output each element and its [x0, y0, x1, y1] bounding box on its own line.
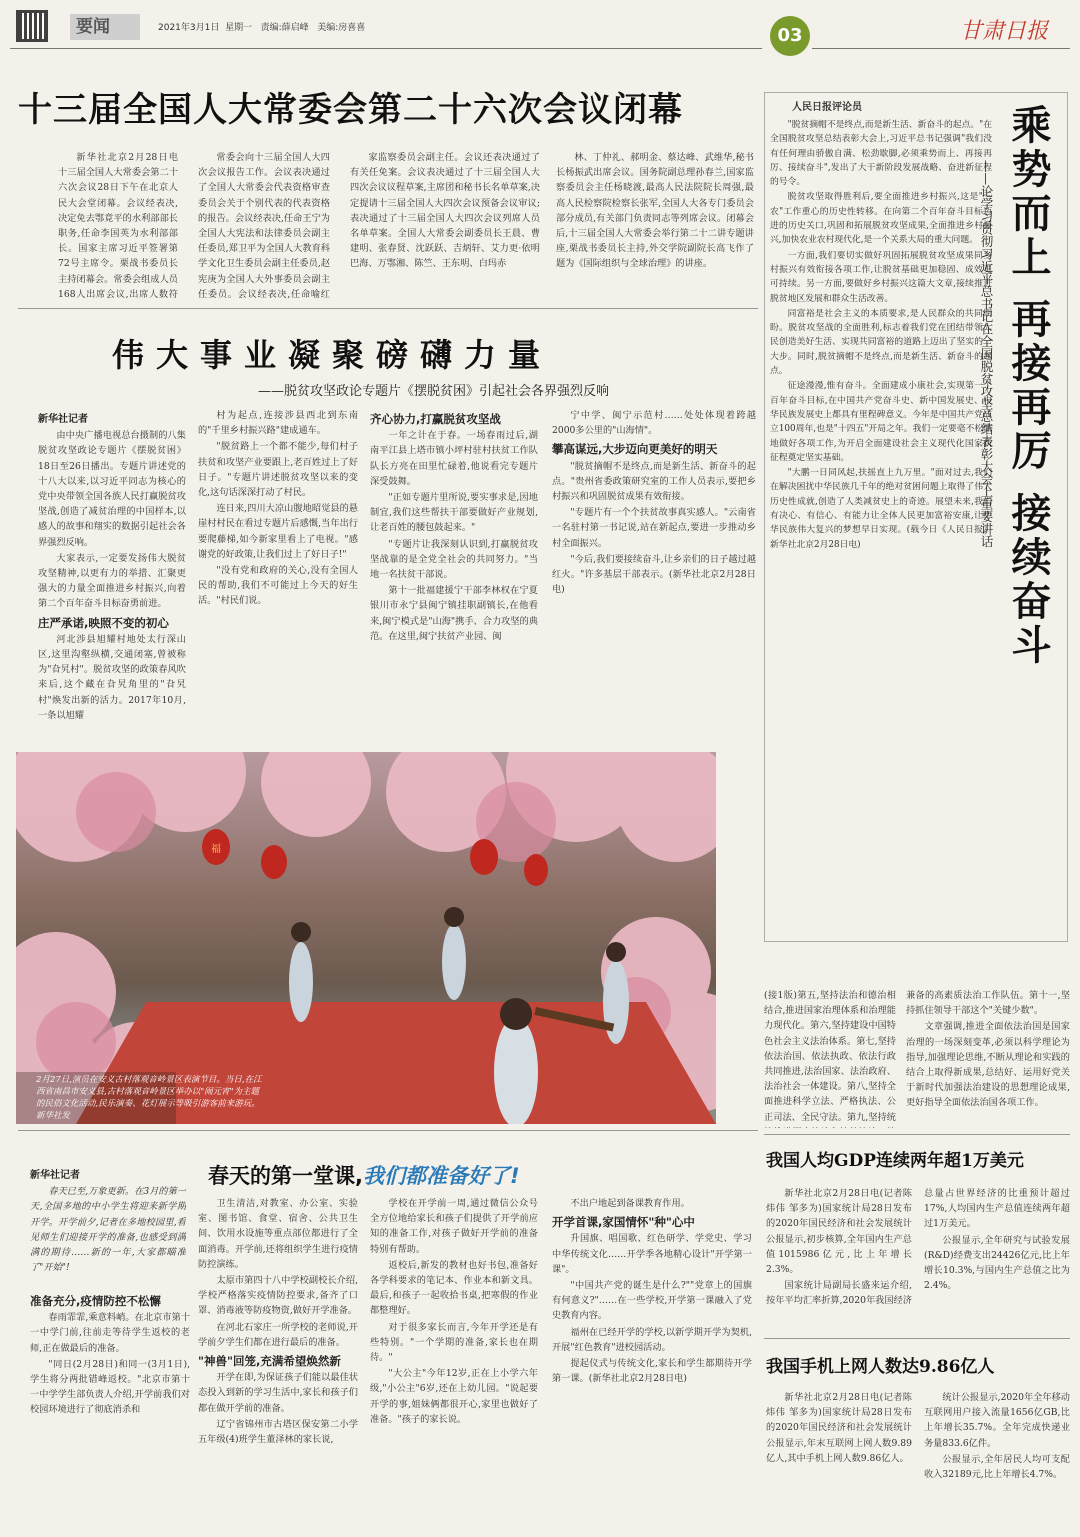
photo-credit: 新华社发 [36, 1111, 71, 1121]
page-header [0, 0, 1080, 56]
article3-subsection-3: 开学首课,家国情怀"种"心中 [552, 1215, 695, 1230]
section-title: 要闻 [76, 17, 110, 37]
article3-subsection-2: "神兽"回笼,充满希望焕然新 [198, 1354, 341, 1369]
article2-col-1: 新华社记者 由中央广播电视总台摄制的八集脱贫攻坚政论专题片《摆脱贫困》18日至26日播出。专题片讲述党的十八大以来,以习近平同志为核心的党中央带领全国各族人民打赢脱贫攻坚战,创造了减贫治理的中国样本,以感人的故事和翔实的数据引起社会各界强烈反响。 大家表示,一定要发扬伟大脱贫攻坚精神,以更有力的举措、汇聚更强大的力量全面推进乡村振兴,向着第二个百年奋斗目标奋勇前进。 庄严承诺,映照不变的初心 河北涉县旭耀村地处太行深山区,这里沟壑纵横,交通闭塞,曾被称为"旮旯村"。脱贫攻坚的政策春风吹来后,这个藏在旮旯角里的"旮旯村"焕发出新的活力。2017年10月,一条以旭耀 [38, 414, 186, 721]
commentary-subtitle: ——论学习贯彻习近平总书记在全国脱贫攻坚总结表彰大会上重要讲话 [979, 160, 994, 548]
article2-col-3: 齐心协力,打赢脱贫攻坚战 一年之计在于春。一场春雨过后,湖南平江县上塔市镇小坪村驻村扶贫工作队队长方亮在田里忙碌着,他说看完专题片深受鼓舞。 "正如专题片里所说,要实事求是,因地制宜,我们这些帮扶干部要做好产业规划,让老百姓的腰包鼓起来。" "专题片让我深刻认识到,打赢脱贫攻坚战靠的是全党全社会的共同努力。"当地一名扶贫干部说。 第十一批福建援宁干部李林权在宁夏银川市永宁县闽宁镇挂职副镇长,在他看来,闽宁模式是"山海"携手、合力攻坚的典范。在这里,闽宁扶贫产业园、闽 [370, 412, 538, 642]
article1-col-2: 常委会向十三届全国人大四次会议报告工作。会议表决通过了全国人大常委会代表资格审查委员会关于个别代表的代表资格的报告。会议经表决,任命王宁为全国人大宪法和法律委员会副主任委员,郑卫平为全国人大教育科学文化卫生委员会副主任委员,赵宪庚为全国人大外事委员会副主任委员。会议经表决,任命喻红 [198, 152, 330, 300]
divider [764, 1338, 1070, 1339]
article2-col-2: 村为起点,连接涉县西北到东南的"千里乡村振兴路"建成通车。 "脱贫路上一个都不能少,每们村子扶贫和攻坚产业要跟上,老百姓过上了好日子。"专题片讲述脱贫攻坚以来的变化,这句话深深打动了村民。 连日来,四川大凉山腹地昭觉县的悬崖村村民在看过专题片后感慨,当年出行要爬藤梯,如今新家里看上了电视。"感谢党的好政策,让我们过上了好日子!" "没有党和政府的关心,没有全国人民的帮助,我们不可能过上今天的好生活。"村民们说。 [198, 410, 358, 607]
header-rule [10, 48, 762, 49]
article1-col-4: 林、丁仲礼、郝明金、蔡达峰、武维华,秘书长杨振武出席会议。国务院副总理孙春兰,国家监察委员会主任杨晓渡,最高人民法院院长周强,最高人民检察院检察长张军,全国人大各专门委员会部分成员,有关部门负责同志等列席会议。闭幕会后,十三届全国人大常委会举行第二十二讲专题讲座,栗战书委员长主持,外交学院副院长高飞作了题为《国际组织与全球治理》的讲座。 [556, 152, 754, 270]
qr-code[interactable] [16, 10, 48, 42]
article3-col-4: 不出户地起到备课教育作用。 开学首课,家国情怀"种"心中 升国旗、唱国歌、红色研学、学党史、学习中华传统文化……开学季各地精心设计"开学第一课"。 "中国共产党的诞生是什么?""党章上的国旗有何意义?"……在一些学校,开学第一课融入了党史教育内容。 福州在已经开学的学校,以新学期开学为契机,开展"红色教育"进校园活动。 提起仪式与传统文化,家长和学生都期待开学第一课。(新华社北京2月28日电) [552, 1198, 752, 1385]
article2-subsection-2: 齐心协力,打赢脱贫攻坚战 [370, 412, 501, 426]
article2-subhead: ——脱贫攻坚政论专题片《摆脱贫困》引起社会各界强烈反响 [258, 384, 610, 399]
article3-col-2: 卫生清洁,对教室、办公室、实验室、图书馆、食堂、宿舍、公共卫生间、饮用水设施等重点部位都进行了全面消毒。开学前,还将组织学生进行疫情防控演练。 太原市第四十八中学校副校长介绍,学校严格落实疫情防控要求,备齐了口罩、消毒液等防疫物资,做好开学准备。 在河北石家庄一所学校的老师说,开学前夕学生们都在进行最后的准备。 "神兽"回笼,充满希望焕然新 开学在即,为保证孩子们能以最佳状态投入到新的学习生活中,家长和孩子们都在做开学前的准备。 辽宁省锦州市古塔区保安第二小学五年级(4)班学生董泽林的家长说, [198, 1198, 358, 1446]
article3-byline: 新华社记者 [30, 1170, 80, 1181]
article3-subsection-1: 准备充分,疫情防控不松懈 [30, 1294, 161, 1308]
article2-subsection-3: 攀高谋远,大步迈向更美好的明天 [552, 442, 718, 457]
continuation-col-2: 兼备的高素质法治工作队伍。第十一,坚持抓住领导干部这个"关键少数"。 文章强调,推进全面依法治国是国家治理的一场深刻变革,必须以科学理论为指导,加强理论思维,不断从理论和实践的结合上取得新成果,总结好、运用好党关于新时代加强法治建设的思想理论成果,更好指导全面依法治国各项工作。 [906, 990, 1070, 1109]
article1-col-1: 新华社北京2月28日电 十三届全国人大常委会第二十六次会议28日下午在北京人民大会堂闭幕。会议经表决,决定免去鄂竟平的水利部部长职务,任命李国英为水利部部长。国家主席习近平签署第72号主席令。栗战书委员长主持闭幕会。常委会组成人员168人出席会议,出席人数符 [58, 152, 178, 300]
lantern-character: 福 [211, 844, 221, 855]
article2-headline: 伟大事业凝聚磅礴力量 [112, 336, 553, 374]
masthead-logo: 甘肃日报 [960, 19, 1049, 44]
article3-headline [208, 1160, 520, 1190]
article3-headline-a: 春天的第一堂课, [208, 1164, 363, 1188]
article3-col-1: 准备充分,疫情防控不松懈 春雨霏霏,乘意料峭。在北京市第十一中学门前,往前走等待学生返校的老师,正在做最后的准备。 "同日(2月28日)和同一(3月1日),学生将分两批错峰返校。"北京市第十一中学学生部负责人介绍,开学前我们对校园环境进行了彻底消杀和 [30, 1294, 190, 1416]
article2-col-4: 宁中学、闽宁示范村……处处体现着跨越2000多公里的"山海情"。 攀高谋远,大步迈向更美好的明天 "脱贫摘帽不是终点,而是新生活、新奋斗的起点。"贵州省委政策研究室的工作人员表示,要把乡村振兴和巩固脱贫成果有效衔接。 "专题片有一个个扶贫故事真实感人。"云南省一名驻村第一书记说,站在新起点,要进一步推动乡村全面振兴。 "今后,我们要接续奋斗,让乡亲们的日子越过越红火。"许多基层干部表示。(新华社北京2月28日电) [552, 410, 756, 596]
brief2-body: 新华社北京2月28日电(记者陈炜伟 邹多为)国家统计局28日发布的2020年国民经济和社会发展统计公报显示,年末互联网上网人数9.89亿人,其中手机上网人数9.86亿人。 统计公报显示,2020年全年移动互联网用户接入流量1656亿GB,比上年增长35.7%。全年完成快递业务量833.6亿件。 公报显示,全年居民人均可支配收入32189元,比上年增长4.7%。 [766, 1392, 1070, 1481]
header-rule-right [812, 48, 1070, 49]
issue-meta: 2021年3月1日 星期一 责编:薛启峰 美编:房喜喜 [158, 23, 366, 33]
continuation-col-1: (接1版)第五,坚持法治和德治相结合,推进国家治理体系和治理能力现代化。第六,坚持建设中国特色社会主义法治体系。第七,坚持依法治国、依法执政、依法行政共同推进,法治国家、法治政府、法治社会一体建设。第八,坚持全面推进科学立法、严格执法、公正司法、全民守法。第九,坚持统 [764, 990, 896, 1123]
divider [18, 308, 758, 309]
article2-byline: 新华社记者 [38, 414, 88, 425]
divider [764, 1134, 1070, 1135]
article1-col-3: 家监察委员会副主任。会议还表决通过了有关任免案。会议表决通过了十三届全国人大四次会议议程草案,主席团和秘书长名单草案,决定提请十三届全国人大四次会议预备会议审议;表决通过了十三届全国人大四次会议列席人员名单草案。全国人大常委会副委员长王晨、曹建明、张春贤、沈跃跃、吉炳轩、艾力更·依明巴海、万鄂湘、陈竺、王东明、白玛赤 [350, 152, 540, 270]
page-number: 03 [777, 25, 803, 46]
article2-subsection-1: 庄严承诺,映照不变的初心 [38, 615, 169, 630]
commentary-author: 人民日报评论员 [792, 102, 862, 113]
article3-headline-b: 我们都准备好了! [362, 1164, 520, 1188]
divider [18, 1130, 758, 1131]
article1-headline: 十三届全国人大常委会第二十六次会议闭幕 [18, 90, 683, 130]
brief1-body: 新华社北京2月28日电(记者陈炜伟 邹多为)国家统计局28日发布的2020年国民经济和社会发展统计公报显示,初步核算,全年国内生产总值1015986亿元,比上年增长2.3%。 国家统计局副局长盛来运介绍,按年平均汇率折算,2020年我国经济总量占世界经济的比重预计超过17%,人均国内生产总值连续两年超过1万美元。 公报显示,全年研究与试验发展(R&D)经费支出24426亿元,比上年增长10.3%,与国内生产总值之比为2.4%。 [766, 1188, 1070, 1307]
article3-col-3: 学校在开学前一周,通过微信公众号全方位地给家长和孩子们提供了开学前应知的准备工作,对孩子做好开学前的准备特别有帮助。 返校后,新发的教材也好书包,准备好各学科要求的笔记本、作业本和新文具。最后,和孩子一起收拾书桌,把寒假的作业都整理好。 对于很多家长而言,今年开学还是有些特别。"一个学期的准备,家长也在期待。" "大公主"今年12岁,正在上小学六年级,"小公主"6岁,还在上幼儿园。"说起要开学的事,姐妹俩都很开心,家里也做好了准备。"孩子的家长说。 [370, 1198, 538, 1425]
photo-scene [16, 752, 716, 1124]
commentary-body: "脱贫摘帽不是终点,而是新生活、新奋斗的起点。"在全国脱贫攻坚总结表彰大会上,习近平总书记强调"我们没有任何理由骄傲自满、松劲歇脚,必须乘势而上、再接再厉、接续奋斗",发出了大干新阶段发展战略、奋进新征程的号令。 脱贫攻坚取得胜利后,要全面推进乡村振兴,这是"三农"工作重心的历史性转移。在向第二个百年奋斗目标迈进的历史关口,巩固和拓展脱贫攻坚成果,全面推进乡村振兴,加快农业农村现代化,是一个关系大局的重大问题。 一方面,我们要切实做好巩固拓展脱贫攻坚成果同乡村振兴有效衔接各项工作,让脱贫基础更加稳固、成效更可持续。另一方面,要做好乡村振兴这篇大文章,接续推进脱贫地区发展和群众生活改善。 同富裕是社会主义的本质要求,是人民群众的共同期盼。脱贫攻坚战的全面胜利,标志着我们党在团结带领人民创造美好生活、实现共同富裕的道路上迈出了坚实的一大步。同时,脱贫摘帽不是终点,而是新生活、新奋斗的起点。 征途漫漫,惟有奋斗。全面建成小康社会,实现第一个百年奋斗目标,在中国共产党奋斗史、新中国发展史、中华民族发展史上都具有里程碑意义。今年是中国共产党成立100周年,也是"十四五"开局之年。我们一定要毫不松懈地做好各项工作,为开启全面建设社会主义现代化国家新征程奠定坚实基础。 "大鹏一日同风起,扶摇直上九万里。"面对过去,我们在解决困扰中华民族几千年的绝对贫困问题上取得了伟大历史性成就,创造了人类减贫史上的奇迹。展望未来,我们有决心、有信心、有能力让全体人民更加富裕安康,让中华民族伟大复兴的梦想早日实现。(载今日《人民日报》 新华社北京2月28日电) [770, 120, 992, 550]
photo-caption: 2月27日,演员在安义古村落观音岭景区表演节目。当日,在江西省南昌市安义县,古村落观音岭景区举办以"闹元宵"为主题的民俗文化活动,民乐演奏、花灯展示等吸引游客前来游玩。 新华社发 [36, 1075, 262, 1121]
news-photo[interactable] [16, 752, 716, 1124]
brief2-headline: 我国手机上网人数达9.86亿人 [766, 1357, 995, 1377]
commentary-title: 乘势而上 再接再厉 接续奋斗 [1005, 104, 1052, 668]
brief1-headline: 我国人均GDP连续两年超1万美元 [766, 1151, 1024, 1171]
article3-intro: 新华社记者 春天已至,万象更新。在3月的第一天,全国多地的中小学生将迎来新学期开学。开学前夕,记者在多地校园里,看见师生们迎接开学的准备,也感受到满满的期待……新的一年,大家都瞄准了"开始"! [30, 1170, 186, 1274]
